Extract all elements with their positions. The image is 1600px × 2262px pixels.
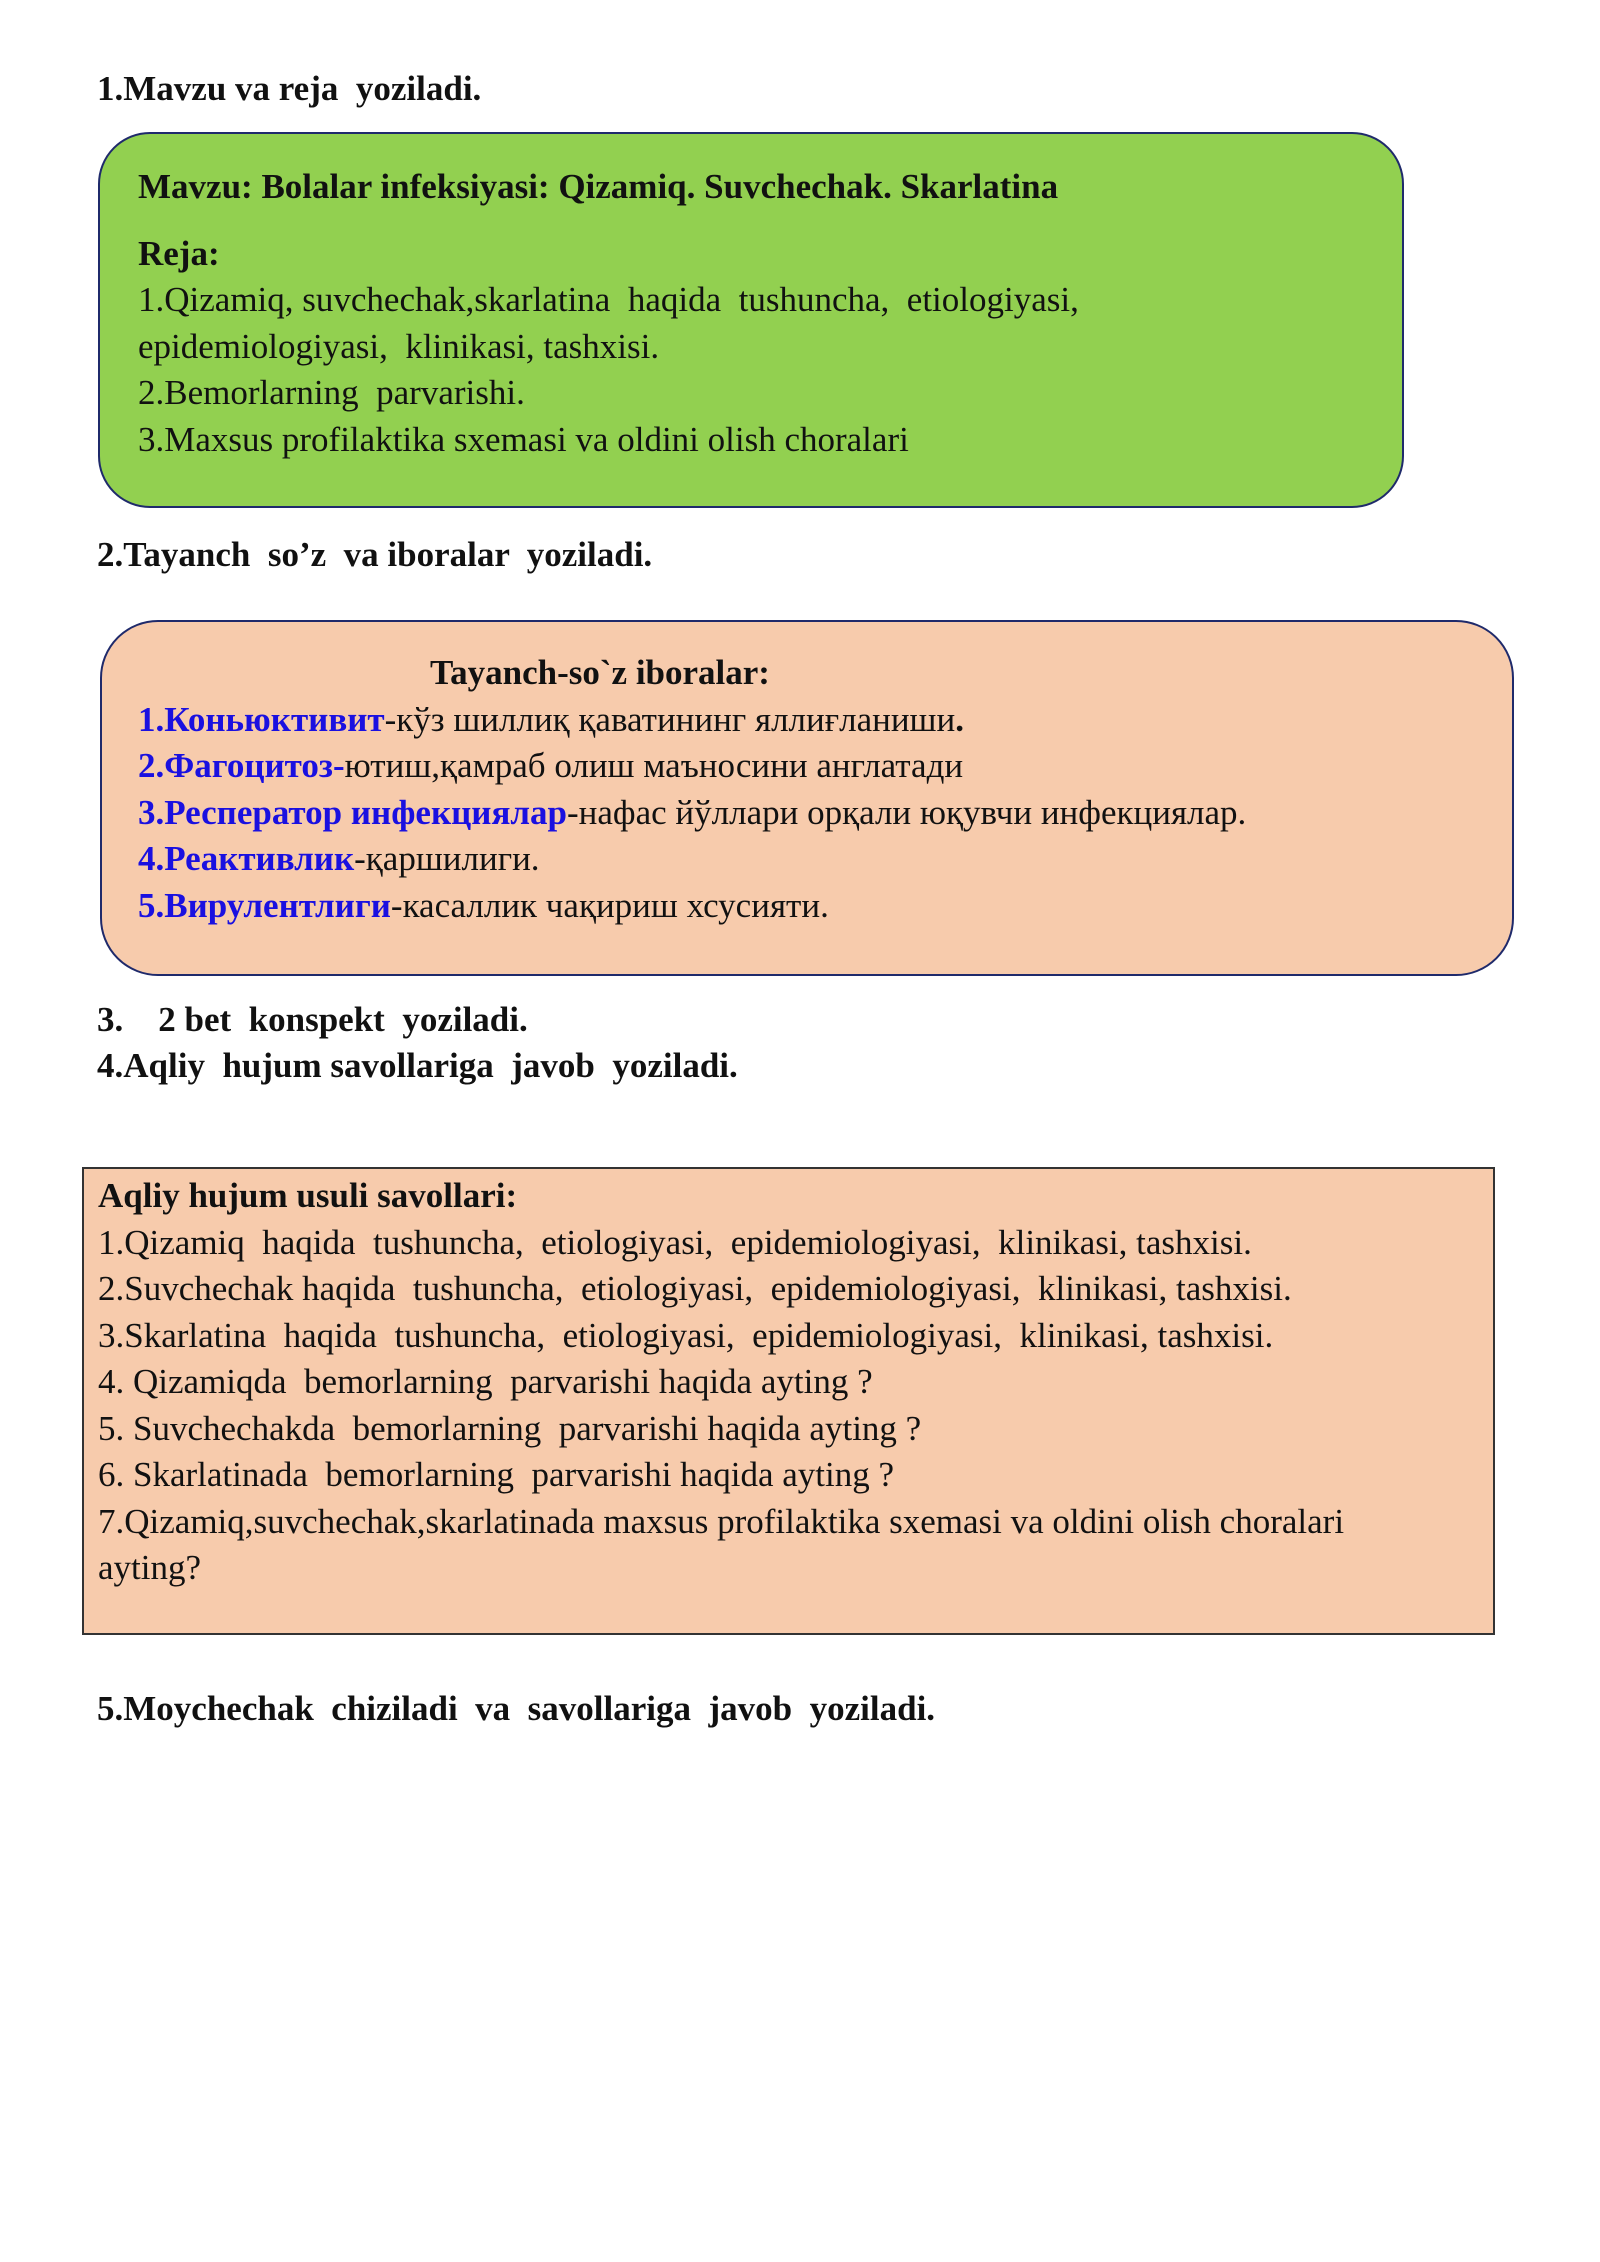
keyword-definition: -қаршилиги. [354, 839, 540, 878]
step-4-heading: 4.Aqliy hujum savollariga javob yoziladi. [97, 1046, 738, 1085]
step-3-heading: 3. 2 bet konspekt yoziladi. [97, 1000, 528, 1039]
topic-title: Mavzu: Bolalar infeksiyasi: Qizamiq. Suvchechak. Skarlatina [138, 167, 1059, 206]
keywords-box [100, 620, 1514, 976]
question-line: 2.Suvchechak haqida tushuncha, etiologiyasi, epidemiologiyasi, klinikasi, tashxisi. [98, 1269, 1292, 1308]
questions-title: Aqliy hujum usuli savollari: [98, 1176, 518, 1215]
plan-line: 1.Qizamiq, suvchechak,skarlatina haqida tushuncha, etiologiyasi, [138, 280, 1079, 319]
keyword-item [138, 743, 1246, 790]
keyword-item [138, 836, 1246, 883]
keyword-definition: -касаллик чақириш хсусияти. [390, 885, 829, 925]
keyword-item [138, 883, 1246, 930]
question-line: 4. Qizamiqda bemorlarning parvarishi haqida ayting ? [98, 1362, 873, 1401]
keyword-item [138, 697, 1246, 744]
keyword-term: 4.Реактивлик [138, 839, 355, 878]
plan-line: 2.Bemorlarning parvarishi. [138, 373, 525, 412]
keyword-tail: . [955, 699, 964, 739]
keyword-definition: -нафас йўллари орқали юқувчи инфекциялар. [567, 792, 1247, 832]
question-line: 6. Skarlatinada bemorlarning parvarishi haqida ayting ? [98, 1455, 894, 1494]
keyword-definition: ютиш,қамраб олиш маъносини англатади [344, 746, 964, 785]
question-line: ayting? [98, 1548, 202, 1587]
keyword-term: 1.Коньюктивит [138, 699, 385, 739]
question-line: 5. Suvchechakda bemorlarning parvarishi haqida ayting ? [98, 1408, 922, 1448]
question-line: 3.Skarlatina haqida tushuncha, etiologiyasi, epidemiologiyasi, klinikasi, tashxisi. [98, 1315, 1274, 1355]
keyword-term: 2.Фагоцитоз- [138, 746, 345, 785]
keyword-term: 5.Вирулентлиги [138, 885, 391, 925]
plan-line: epidemiologiyasi, klinikasi, tashxisi. [138, 326, 660, 366]
plan-line: 3.Maxsus profilaktika sxemasi va oldini olish choralari [138, 419, 909, 459]
keyword-definition: -кўз шиллиқ қаватининг яллиғланиши [384, 699, 956, 739]
keyword-term: 3.Респератор инфекциялар [138, 792, 567, 832]
keywords-title: Tayanch-so`z iboralar: [430, 653, 770, 692]
questions-box [82, 1167, 1495, 1635]
question-line: 1.Qizamiq haqida tushuncha, etiologiyasi, epidemiologiyasi, klinikasi, tashxisi. [98, 1222, 1252, 1262]
step-2-heading: 2.Tayanch so’z va iboralar yoziladi. [97, 535, 653, 574]
keyword-item [138, 790, 1246, 837]
step-1-heading: 1.Mavzu va reja yoziladi. [97, 69, 482, 108]
topic-plan-box [98, 132, 1404, 508]
question-line: 7.Qizamiq,suvchechak,skarlatinada maxsus profilaktika sxemasi va oldini olish choralari [98, 1501, 1345, 1541]
plan-label: Reja: [138, 233, 220, 273]
step-5-heading: 5.Moychechak chiziladi va savollariga javob yoziladi. [97, 1689, 936, 1728]
